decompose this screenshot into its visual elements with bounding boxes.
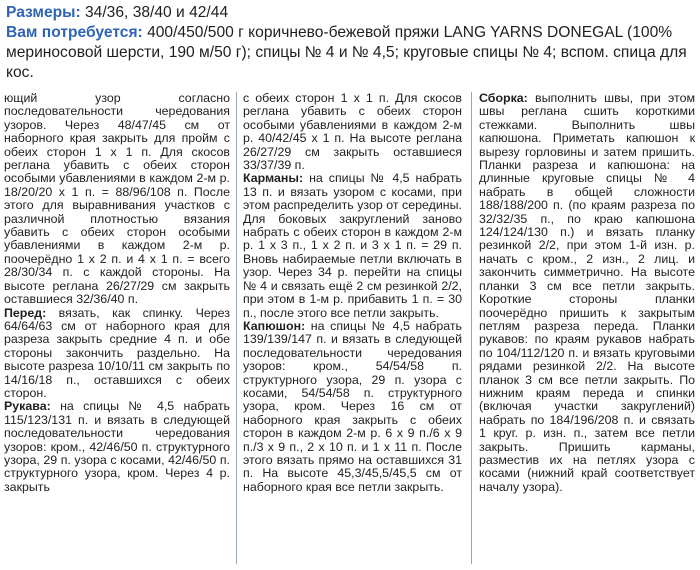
pockets-heading: Карманы: (243, 171, 304, 186)
materials-value: 400/450/500 г коричнево-бежевой пряжи LANG YARNS DONEGAL (100% мериносовой шерсти, 190 м/50 г); спицы № 4 и № 4,5; круговые спицы № 4; вспом. спица для кос. (6, 24, 687, 81)
front-paragraph (4, 307, 230, 401)
assembly-text: выполнить швы, при этом швы реглана сшить короткими стежками. Выполнить швы капюшона. Приметать капюшон к вырезу горловины и затем пришить. Планки разреза и капюшона: на длинные круговые спицы № 4 набрать в общей сложности 188/188/200 п. (по краям разреза по 32/32/35 п., по краю капюшона 124/124/130 п.) и вязать планку резинкой 2/2, при этом 1-й изн. р. начать с кром., 2 изн., 2 лиц. и закончить симметрично. На высоте планки 3 см все петли закрыть. Короткие стороны планки поочерёдно пришить к закрытым петлям разреза переда. Планки рукавов: по краям рукавов набрать по 104/112/120 п. и вязать круговыми рядами резинкой 2/2. На высоте планок 3 см все петли закрыть. По нижним краям переда и спинки (включая участки закруглений) набрать по 184/196/208 п. и связать 1 круг. р. изн. п., затем все петли закрыть. Пришить карманы, разместив их на петлях узора с косами (нижний край соответствует началу узора). (479, 91, 695, 494)
sizes-line (6, 3, 696, 23)
assembly-heading: Сборка: (479, 91, 528, 105)
assembly-paragraph (479, 92, 695, 494)
front-text: вязать, как спинку. Через 64/64/63 см от наборного края для разреза закрыть средние 4 п. и обе стороны закончить раздельно. На высоте разреза 10/10/11 см закрыть по 14/16/18 п., оставшихся с обеих сторон. (4, 305, 230, 400)
pockets-text: на спицы № 4,5 набрать 13 п. и вязать узором с косами, при этом распределить узор от середины. Для боковых закруглений заново набрать с обеих сторон в каждом 2-м р. 1 х 3 п., 1 х 2 п. и 3 х 1 п. = 29 п. Вновь набираемые петли включать в узор. Через 34 р. перейти на спицы № 4 и связать ещё 2 см резинкой 2/2, при этом в 1-м р. прибавить 1 п. = 30 п., после этого все петли закрыть. (243, 171, 462, 320)
text-column-2 (243, 92, 462, 494)
text-column-3 (479, 92, 695, 494)
pockets-paragraph (243, 172, 462, 319)
materials-label: Вам потребуется: (6, 24, 143, 41)
column-divider (471, 92, 472, 564)
hood-heading: Капюшон: (243, 318, 306, 333)
sleeves-text: на спицы № 4,5 набрать 115/123/131 п. и вязать в следующей последовательности чередования узоров: кром., 42/46/50 п. структурного узора, 29 п. узора с косами, 42/46/50 п. структурного узора, кром. Через 4 р. закрыть (4, 399, 230, 494)
hood-text: на спицы № 4,5 набрать 139/139/147 п. и вязать в следующей последовательности чередования узоров: кром., 54/54/58 п. структурного узора, 29 п. узора с косами, 54/54/58 п. структурного узора, кром. Через 16 см от наборного края закрыть с обеих сторон в каждом 2-м р. 6 х 9 п./6 х 9 п./3 х 9 п., 2 х 10 п. и 1 х 11 п. После этого вязать прямо на оставшихся 31 п. На высоте 45,3/45,5/45,5 см от наборного края все петли закрыть. (243, 318, 462, 494)
text-column-1 (4, 92, 230, 494)
front-heading: Перед: (4, 305, 47, 320)
sizes-label: Размеры: (6, 4, 81, 21)
sleeves-heading: Рукава: (4, 399, 51, 414)
sleeves-continued-paragraph: с обеих сторон 1 х 1 п. Для скосов реглана убавить с обеих сторон особыми убавлениями в каждом 2-м р. 40/42/45 х 1 п. На высоте реглана 26/27/29 см закрыть оставшиеся 33/37/39 п. (243, 91, 462, 173)
column-divider (236, 92, 237, 564)
pattern-header (6, 3, 696, 83)
hood-paragraph (243, 320, 462, 494)
back-continued-paragraph: ющий узор согласно последовательности чередования узоров. Через 48/47/45 см от наборного края закрыть для пройм с обеих сторон 1 х 1 п. Для скосов реглана убавить с обеих сторон особыми убавлениями в каждом 2-м р. 18/20/20 х 1 п. = 88/96/108 п. После этого для выравнивания участков с различной плотностью вязания убавить с обеих сторон особыми убавлениями в каждом 2-м р. поочерёдно 1 х 2 п. и 4 х 1 п. = всего 28/30/34 п. с каждой стороны. На высоте реглана 26/27/29 см закрыть оставшиеся 32/36/40 п. (4, 91, 230, 307)
sleeves-paragraph (4, 400, 230, 494)
sizes-value: 34/36, 38/40 и 42/44 (80, 4, 229, 21)
materials-line (6, 23, 696, 83)
